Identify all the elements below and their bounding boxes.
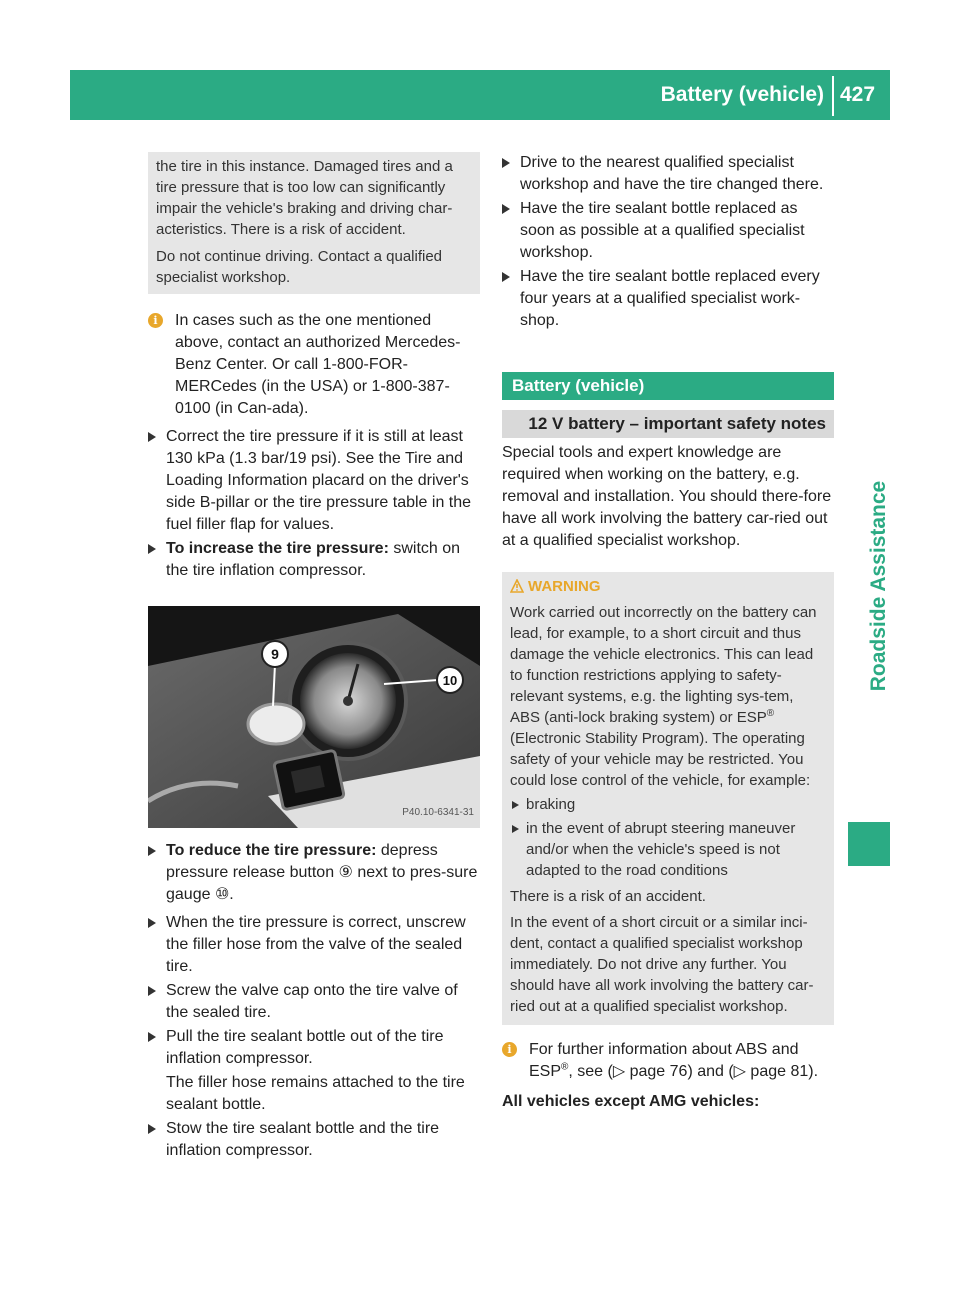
step-arrow-icon	[148, 918, 156, 928]
intro-paragraph: Special tools and expert knowledge are required when working on the battery, e.g. removal and installation. You should there-fore have all work involving the battery car-ried out at a qualified specialist workshop.	[502, 444, 832, 549]
step-arrow-icon	[148, 1032, 156, 1042]
instruction-step: Have the tire sealant bottle replaced as soon as possible at a qualified specialist workshop.	[502, 198, 834, 264]
info-icon: i	[148, 313, 163, 328]
note-paragraph: the tire in this instance. Damaged tires and a tire pressure that is too low can significantly impair the vehicle's braking and driving char-acteristics. There is a risk of accident.	[156, 158, 453, 238]
note-box	[148, 152, 480, 294]
callout-9: 9	[271, 646, 279, 662]
compressor-illustration	[148, 606, 480, 828]
compressor-figure	[148, 606, 480, 828]
warning-bullet: in the event of abrupt steering maneuver and/or when the vehicle's speed is not adapted to the road conditions	[510, 818, 826, 881]
callout-10: 10	[442, 673, 458, 688]
warning-title: WARNING	[510, 576, 826, 597]
warning-paragraph: In the event of a short circuit or a similar inci-dent, contact a qualified specialist workshop immediately. Do not drive any further. You should have all work involving the battery car-ried out at a qualified specialist workshop.	[510, 914, 814, 1015]
step-arrow-icon	[148, 544, 156, 554]
step-arrow-icon	[148, 432, 156, 442]
subsection-heading: 12 V battery – important safety notes	[502, 410, 834, 438]
step-arrow-icon	[148, 846, 156, 856]
warning-icon	[510, 579, 524, 593]
step-arrow-icon	[502, 158, 510, 168]
step-subtext: The filler hose remains attached to the tire sealant bottle.	[166, 1074, 465, 1113]
instruction-step: To increase the tire pressure: switch on the tire inflation compressor.	[148, 538, 480, 582]
instruction-step: Drive to the nearest qualified specialist workshop and have the tire changed there.	[502, 152, 834, 196]
step-arrow-icon	[502, 204, 510, 214]
step-arrow-icon	[148, 1124, 156, 1134]
instruction-step: Stow the tire sealant bottle and the tire inflation compressor.	[148, 1118, 480, 1162]
subheading: All vehicles except AMG vehicles:	[502, 1093, 760, 1110]
page-title: Battery (vehicle)	[660, 83, 824, 106]
warning-bullet: braking	[510, 794, 826, 815]
bullet-icon	[512, 825, 519, 833]
side-tab-marker	[848, 822, 890, 866]
side-section-label: Roadside Assistance	[867, 480, 891, 692]
instruction-step: When the tire pressure is correct, unscrew the filler hose from the valve of the sealed tire.	[148, 912, 480, 978]
step-arrow-icon	[148, 986, 156, 996]
note-paragraph: Do not continue driving. Contact a qualified specialist workshop.	[156, 248, 443, 286]
instruction-step: Have the tire sealant bottle replaced every four years at a qualified specialist work-shop.	[502, 266, 834, 332]
bullet-icon	[512, 801, 519, 809]
info-text: For further information about ABS and ESP®, see (▷ page 76) and (▷ page 81).	[529, 1041, 819, 1080]
instruction-step: Correct the tire pressure if it is still at least 130 kPa (1.3 bar/19 psi). See the Tire and Loading Information placard on the driver's side B-pillar or the tire pressure table in the fuel filler flap for values.	[148, 426, 480, 536]
page-number: 427	[840, 83, 876, 106]
warning-box	[502, 572, 834, 1025]
instruction-step: To reduce the tire pressure: depress pressure release button ⑨ next to pres-sure gauge ⑩.	[148, 840, 480, 906]
info-note	[148, 310, 480, 420]
right-column	[502, 152, 834, 1113]
header-divider	[832, 76, 834, 116]
left-column	[148, 152, 480, 1162]
instruction-step: Screw the valve cap onto the tire valve of the sealed tire.	[148, 980, 480, 1024]
instruction-step: Pull the tire sealant bottle out of the tire inflation compressor.	[148, 1026, 480, 1070]
warning-paragraph: There is a risk of an accident.	[510, 888, 706, 905]
info-text: In cases such as the one mentioned above, contact an authorized Mercedes-Benz Center. Or call 1-800-FOR-MERCedes (in the USA) or 1-800-387-0100 (in Can-ada).	[175, 312, 461, 417]
info-note	[502, 1039, 834, 1083]
figure-code: P40.10-6341-31	[402, 807, 474, 818]
section-heading: Battery (vehicle)	[502, 372, 834, 400]
info-icon: i	[502, 1042, 517, 1057]
step-arrow-icon	[502, 272, 510, 282]
warning-paragraph: Work carried out incorrectly on the battery can lead, for example, to a short circuit and thus damage the vehicle electronics. This can lead to function restrictions applying to safety-relevant systems, e.g. the lighting sys-tem, ABS (anti-lock braking system) or ESP® (Electronic Stability Program). The operating safety of your vehicle may be restricted. You could lose control of the vehicle, for example:	[510, 604, 817, 789]
